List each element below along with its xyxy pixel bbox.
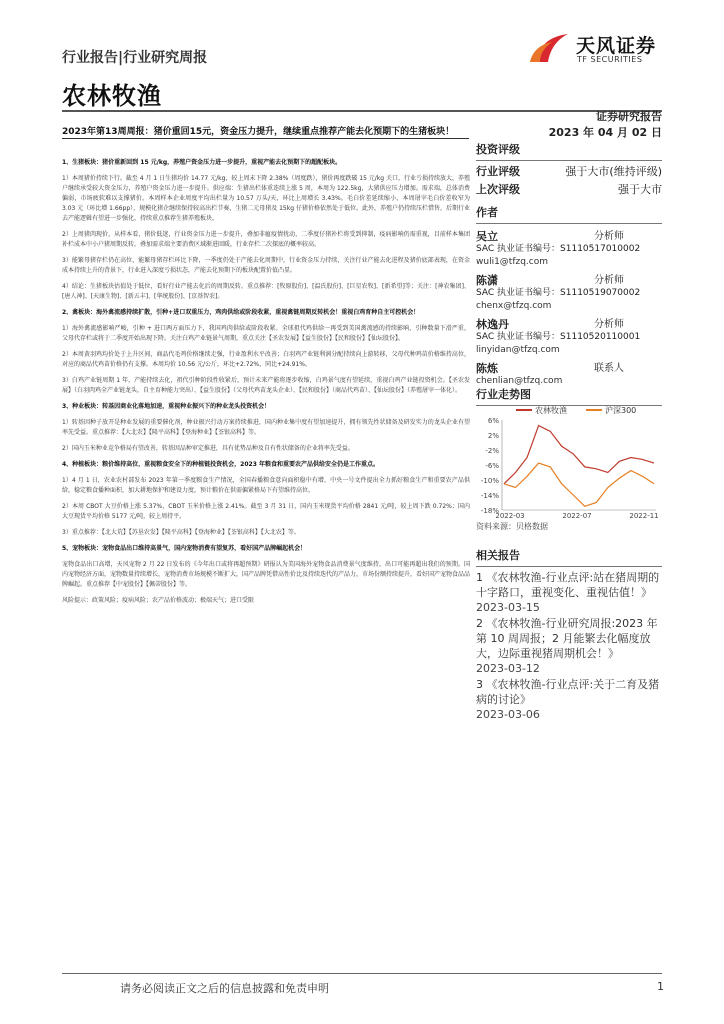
body-paragraph: 3）能繁母猪存栏仍在高位，能繁母猪存栏环比下降，一季度仍处于产能去化周期中，行业资金压力持续，关注行业产能去化进程及猪价底部表现，在资金成本持续上升的背景下，行业进入深度亏损状态，产能去化预期下的板块配置价值凸显。: [62, 257, 470, 274]
section-heading: 4、种植板块：粮价维持高位，重视粮食安全下的种植链投资机会，2023 年粮食和重要农产品供给安全仍是工作重点。: [62, 461, 379, 468]
rating-section: [476, 141, 662, 199]
author-entry: [476, 362, 662, 388]
body-paragraph: 3）白鸡产业链周期 1 年，产能持续去化，祖代引种阶段性收紧后，预计未来产能将逐步收缩，白鸡景气度有望延续，重视白鸡产业链投资机会。【圣农发展】（白羽肉鸡全产业链龙头，自主育种能力突出）、【益生股份】（父母代鸡苗龙头企业）、【民和股份】（商品代鸡苗）、【仙坛股份】（养殖屠宰一体化）。: [62, 377, 470, 394]
body-paragraph: 1）海外禽流感影响严峻，引种 + 进口两方面压力下，我国鸡肉供给或阶段收紧。全球祖代鸡供给一再受到美国禽流感的持续影响，引种数量下滑严重，父母代存栏或将于二季度开始出现下降。关注白鸡产业链景气周期，重点关注【圣农发展】【益生股份】【民和股份】【仙坛股份】。: [62, 325, 470, 342]
body-paragraph: 1）转基因种子放开是种业发展的重要催化剂，种业振兴行动方案持续推进，国内种业集中度有望加速提升，拥有领先性状储备及研发实力的龙头企业有望率先受益。重点推荐：【大北农】【隆平高科】【登海种业】【荃银高科】等。: [62, 419, 470, 436]
footer-divider: [62, 973, 662, 974]
related-report-title[interactable]: 1 《农林牧渔-行业点评:站在猪周期的十字路口，重视变化、重视估值！》: [476, 571, 660, 599]
author-email[interactable]: linyidan@tfzq.com: [476, 345, 560, 355]
section-heading: 2、禽板块：海外禽流感持续扩散，引种+进口双重压力，鸡肉供给或阶段收紧，重视禽链周期反转机会！重视白鸡育种自主可控机会！: [62, 309, 420, 316]
page-number: 1: [657, 980, 664, 993]
series-line-1: [504, 426, 654, 484]
page-title: 农林牧渔: [62, 82, 162, 110]
body-paragraph: 宠物食品出口高增，天风宠物 2 月 22 日发布的《今年出口或将再超预期》研报认为美国海外宠物食品消费景气度维持，出口可能再超出我们的预期。国内宠物经济方面，宠物数量持续增长，宠物消费市场规模不断扩大，国产品牌凭借高性价比及持续迭代的产品力，市场份额持续提升，看好国产宠物食品品牌崛起。重点推荐【中宠股份】【佩蒂股份】等。: [62, 561, 471, 588]
body-paragraph: 2）上周猪肉现价，从样本看，猪价低迷，行业资金压力进一步提升，叠加非瘟疫情扰动，二季度仔猪补栏将受到抑制，疫病影响仍需重视，目前样本集团补栏成本中小户猪周期反转，叠加需求端主要消费区域渐进回暖，行业存栏二次探底的概率较高。: [62, 231, 470, 248]
authors-section: [476, 204, 662, 393]
author-list: [476, 230, 662, 388]
related-section: [476, 547, 662, 723]
y-tick-label: -6%: [485, 462, 499, 470]
related-report-item[interactable]: [476, 616, 662, 676]
y-tick-label: -2%: [485, 447, 499, 455]
author-role: 分析师: [594, 319, 624, 330]
series-line-2: [504, 463, 654, 506]
x-tick-label: 2022-07: [562, 512, 592, 520]
related-report-date: 2023-03-06: [476, 708, 540, 721]
rating-heading: 投资评级: [476, 141, 662, 161]
author-name: 陈潇: [476, 274, 498, 287]
author-email[interactable]: chenx@tfzq.com: [476, 301, 552, 311]
report-body: [62, 158, 470, 612]
author-name: 吴立: [476, 230, 498, 243]
section-heading: 5、宠物板块：宠物食品出口维持高景气，国内宠物消费有望复苏，看好国产品牌崛起机会！: [62, 545, 307, 552]
author-entry: [476, 230, 662, 269]
author-role: 联系人: [594, 363, 624, 374]
report-subtitle: 2023年第13周周报：猪价重回15元，资金压力提升，继续重点推荐产能去化预期下的生猪板块！: [62, 127, 455, 137]
section-heading: 3、种业板块：转基因商业化落地加速，重视种业振兴下的种业龙头投资机会！: [62, 403, 271, 410]
rating-value: 强于大市: [618, 183, 662, 196]
x-tick-label: 2022-11: [629, 512, 659, 520]
author-entry: [476, 274, 662, 313]
x-tick-label: 2022-03: [495, 512, 525, 520]
author-name: 林逸丹: [476, 318, 509, 331]
footer-disclaimer: 请务必阅读正文之后的信息披露和免责申明: [120, 982, 329, 995]
author-email[interactable]: wuli1@tfzq.com: [476, 257, 549, 267]
logo-text-cn: 天风证券: [576, 35, 657, 57]
related-report-date: 2023-03-15: [476, 601, 540, 614]
logo-text-en: TF SECURITIES: [577, 55, 643, 64]
author-name: 陈炼: [476, 362, 498, 375]
industry-rating-row: [476, 163, 662, 181]
report-category: 行业报告|行业研究周报: [62, 50, 208, 66]
authors-heading: 作者: [476, 204, 662, 224]
author-license: SAC 执业证书编号：S1110517010002: [476, 244, 641, 254]
report-date: 2023 年 04 月 02 日: [548, 126, 662, 139]
y-tick-label: -10%: [480, 477, 499, 485]
body-paragraph: 风险提示：政策风险；疫病风险；农产品价格波动；极端天气；进口受限: [62, 597, 255, 604]
author-license: SAC 执业证书编号：S1110519070002: [476, 288, 641, 298]
body-paragraph: 2）本周 CBOT 大豆价格上涨 5.37%，CBOT 玉米价格上涨 2.41%。截至 3 月 31 日，国内玉米现货平均价格 2841 元/吨，较上周下跌 0.72%；国内大豆现货平均价格 5177 元/吨，较上周持平。: [62, 503, 470, 520]
logo-mark-icon: [526, 28, 572, 68]
author-email[interactable]: chenlian@tfzq.com: [476, 376, 563, 386]
author-license: SAC 执业证书编号：S1110520110001: [476, 332, 641, 342]
body-paragraph: 4）结论：生猪板块估值处于低位，看好行业产能去化后的周期反转。重点推荐：[牧原股份]、[温氏股份]、[巨星农牧]、[新希望]等；关注：[神农集团]、[唐人神]、[天康生物]、[新五丰]、[华统股份]、[京基智农]。: [62, 283, 470, 300]
chart-source: 资料来源：贝格数据: [476, 522, 548, 531]
trend-heading: 行业走势图: [476, 386, 662, 406]
company-logo: [524, 28, 664, 68]
section-heading: 1、生猪板块：猪价重新回到 15 元/kg，养殖户资金压力进一步提升，重视产能去化预期下的超配板块。: [62, 159, 342, 166]
author-role: 分析师: [594, 231, 624, 242]
author-role: 分析师: [594, 275, 624, 286]
body-paragraph: 1）本周猪价持续下行。截至 4 月 1 日生猪均价 14.77 元/kg，较上周末下降 2.38%（周度跌），猪价再度跌破 15 元/kg 关口，行业亏损持续放大，养殖户继续承受较大资金压力，养殖户资金压力进一步提升。供应端：生猪出栏体重连续上涨 5 周，本周为 122.5kg，大猪供应压力增加。需求端，总体消费偏弱，市场疲软难以支撑猪价。本周样本企业周度平均出栏量为 10.57 万头/天，环比上周增长 3.43%。毛白价差延续缩小，本周屠宰毛白价差收窄为 3.03 元（环比增 1.66pp），规模化猪企继续保持较高出栏节奏，生猪二元母猪及 15kg 仔猪价格依然处于低位。此外，养殖户仍持续压栏惜售，后期行业去产能逻辑有望进一步强化，持续重点推荐生猪养殖板块。: [62, 175, 471, 222]
body-paragraph: 2）国内玉米种业竞争格局有望改善，转基因品种审定推进，具有优势品种及自有性状储备的企业将率先受益。: [62, 445, 354, 452]
related-list: [476, 570, 662, 722]
body-paragraph: 2）本周黄羽鸡均价处于上升区间，商品代毛鸡价格继续走强，行业盈利水平改善；白羽鸡产业链利润分配持续向上游转移，父母代种鸡苗价格维持高位，对应的商品代鸡苗价格仍有支撑。本周均价 10.56 元/公斤，环比+2.72%，同比+24.91%。: [62, 351, 470, 368]
author-entry: [476, 318, 662, 357]
subtitle-divider: [62, 138, 469, 139]
rating-label: 上次评级: [476, 183, 520, 196]
header-divider: [62, 110, 662, 112]
related-report-item[interactable]: [476, 570, 662, 615]
related-report-title[interactable]: 2 《农林牧渔-行业研究周报:2023 年第 10 周周报；2 月能繁去化幅度放大，边际重视猪周期机会！》: [476, 617, 658, 660]
y-tick-label: -18%: [480, 507, 499, 515]
related-report-title[interactable]: 3 《农林牧渔-行业点评:关于二育及猪病的讨论》: [476, 678, 660, 706]
rating-label: 行业评级: [476, 165, 520, 178]
legend-label: 农林牧渔: [535, 406, 567, 415]
previous-rating-row: [476, 181, 662, 199]
legend-label: 沪深300: [605, 406, 637, 415]
related-report-item[interactable]: [476, 677, 662, 722]
y-tick-label: 6%: [487, 417, 499, 425]
related-report-date: 2023-03-12: [476, 662, 540, 675]
report-type: 证券研究报告: [596, 110, 662, 123]
trend-chart: [476, 402, 662, 520]
y-tick-label: -14%: [480, 492, 499, 500]
related-heading: 相关报告: [476, 547, 662, 567]
body-paragraph: 3）重点推荐：【北大荒】【苏垦农发】【隆平高科】【登海种业】【荃银高科】【大北农】等。: [62, 529, 300, 536]
rating-value: 强于大市(维持评级): [565, 165, 662, 178]
y-tick-label: 2%: [487, 432, 499, 440]
body-paragraph: 1）4 月 1 日，农业农村部发布 2023 年第一季度粮食生产情况，全国春播粮食意向面积稳中有增，中央一号文件提出全力抓好粮食生产和重要农产品供给，稳定粮食播种面积，加大耕地保护和建设力度，预计粮价在供需偏紧格局下有望维持高位。: [62, 477, 470, 494]
